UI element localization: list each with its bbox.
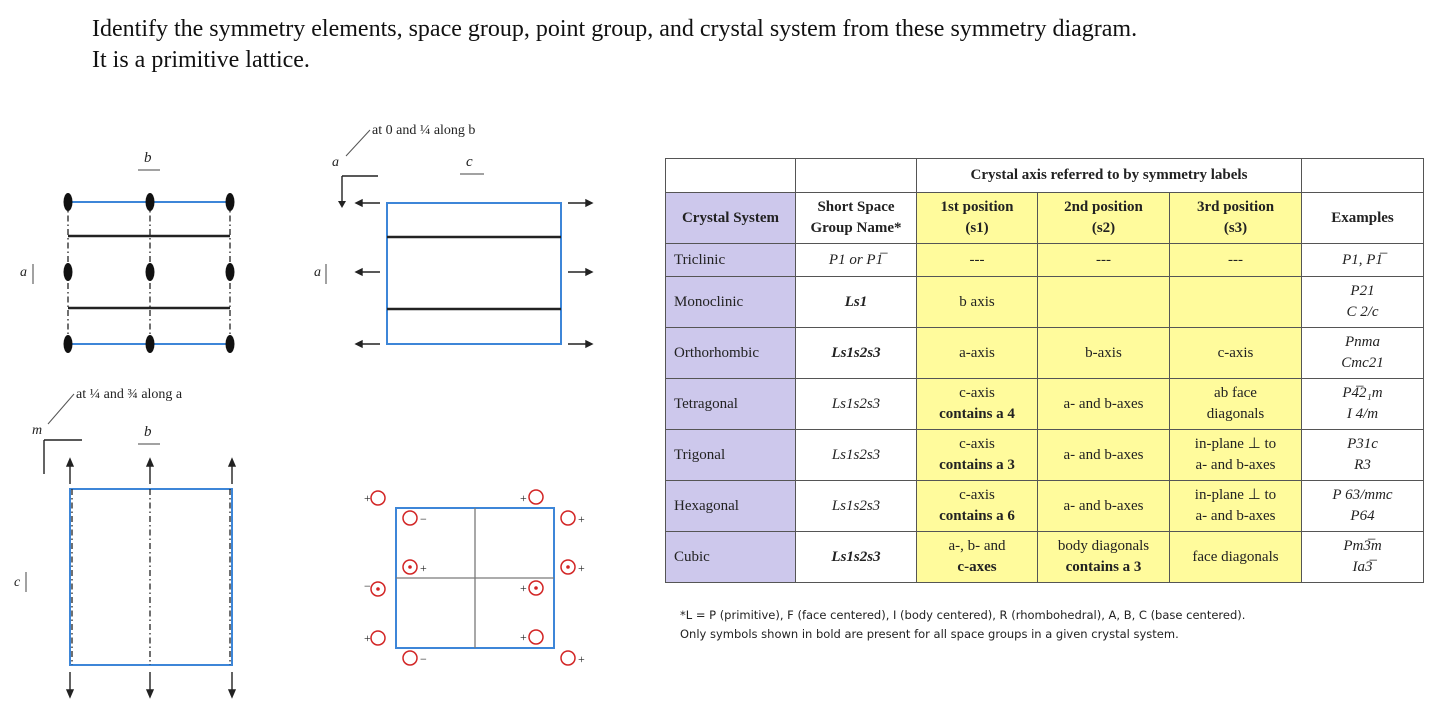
cell-crystal-system — [666, 481, 796, 532]
height-sign: + — [578, 561, 585, 575]
cell-line: ab face — [1214, 385, 1257, 401]
cell-space-group-name — [796, 328, 917, 379]
cell-line: body diagonals — [1057, 538, 1150, 554]
col-header-line: 1st position — [940, 199, 1014, 215]
cell-examples — [1302, 532, 1424, 583]
atom-position-symbol — [561, 511, 575, 525]
crystal-system-table — [665, 158, 1424, 583]
diagram-bottom-left — [14, 387, 235, 697]
cell-position-1 — [917, 532, 1038, 583]
cell-position-1 — [917, 379, 1038, 430]
group-header: Crystal axis referred to by symmetry labels — [917, 159, 1302, 193]
cell-examples — [1302, 430, 1424, 481]
cell-examples — [1302, 379, 1424, 430]
cell-line: diagonals — [1206, 406, 1265, 422]
cell-line: Pnma — [1345, 334, 1380, 350]
twofold-axis-symbol — [146, 193, 155, 211]
cell-line: Monoclinic — [674, 293, 744, 310]
cell-line: Cmc21 — [1341, 355, 1384, 371]
col-header-line: 2nd position — [1064, 199, 1143, 215]
cell-line: a- and b-axes — [1063, 395, 1144, 412]
annotation-leader — [48, 394, 74, 424]
atom-position-symbol — [371, 631, 385, 645]
comma-dot — [566, 565, 570, 569]
twofold-axis-symbol — [146, 335, 155, 353]
twofold-axis-symbol — [64, 193, 73, 211]
height-sign: + — [578, 512, 585, 526]
screw-axis-arrows — [356, 200, 592, 347]
table-empty-cell — [666, 159, 796, 193]
height-sign: − — [420, 512, 427, 526]
question-line-1: Identify the symmetry elements, space group, point group, and crystal system from these symmetry diagram. — [92, 16, 1138, 42]
cell-line: Ia3̅ — [1352, 559, 1373, 575]
diagram-bottom-middle — [364, 490, 585, 666]
cell-line: --- — [1096, 251, 1111, 268]
cell-line: Tetragonal — [674, 395, 738, 412]
cell-line: P1 or P1̅ — [828, 251, 884, 268]
cell-position-2 — [1038, 244, 1170, 277]
axis-label-b: b — [144, 150, 152, 166]
diagram-top-middle — [314, 123, 592, 347]
footnote-line-1: *L = P (primitive), F (face centered), I (body centered), R (rhombohedral), A, B, C (base centered). — [680, 608, 1246, 622]
table-row — [666, 328, 1424, 379]
table-empty-cell — [796, 159, 917, 193]
cell-line: face diagonals — [1192, 548, 1279, 565]
col-header-line: 3rd position — [1196, 199, 1275, 215]
table-row — [666, 481, 1424, 532]
screw-axis-arrows — [67, 459, 235, 697]
cell-position-1 — [917, 481, 1038, 532]
cell-examples — [1302, 277, 1424, 328]
table-body — [666, 244, 1424, 583]
cell-position-2 — [1038, 532, 1170, 583]
atom-position-symbol — [371, 491, 385, 505]
twofold-axis-symbol — [64, 335, 73, 353]
cell-examples — [1302, 481, 1424, 532]
cell-line: contains a 3 — [939, 457, 1015, 473]
glide-symbol-label: a — [332, 155, 339, 170]
symmetry-diagrams — [0, 0, 660, 720]
cell-line: b axis — [959, 293, 995, 310]
comma-dot — [408, 565, 412, 569]
cell-line: a- and b-axes — [1063, 446, 1144, 463]
height-sign: + — [520, 630, 527, 644]
table-row — [666, 532, 1424, 583]
col-header-short-name — [796, 193, 917, 244]
height-sign: + — [520, 491, 527, 505]
table-row — [666, 244, 1424, 277]
cell-line: C 2/c — [1346, 304, 1379, 320]
cell-line: c-axes — [957, 559, 997, 575]
cell-line: Trigonal — [674, 446, 726, 463]
cell-crystal-system — [666, 379, 796, 430]
cell-line: I 4/m — [1346, 406, 1379, 422]
height-sign: + — [420, 561, 427, 575]
cell-line: a- and b-axes — [1195, 457, 1276, 473]
cell-line: P 63/mmc — [1332, 487, 1393, 503]
cell-position-1 — [917, 430, 1038, 481]
annotation-note: at ¼ and ¾ along a — [76, 387, 183, 402]
cell-examples — [1302, 244, 1424, 277]
table-empty-cell — [1302, 159, 1424, 193]
table-row — [666, 277, 1424, 328]
cell-line: --- — [1228, 251, 1243, 268]
col-header-position-2 — [1038, 193, 1170, 244]
footnote-line-2: Only symbols shown in bold are present for all space groups in a given crystal system. — [680, 627, 1179, 641]
twofold-axis-symbol — [226, 193, 235, 211]
col-header-position-1 — [917, 193, 1038, 244]
unit-cell — [387, 203, 561, 344]
col-header-examples: Examples — [1302, 193, 1424, 244]
unit-cell — [70, 489, 232, 665]
height-sign: + — [364, 631, 371, 645]
cell-line: a-axis — [959, 344, 995, 361]
cell-position-3 — [1170, 532, 1302, 583]
atom-position-symbol — [529, 490, 543, 504]
annotation-note: at 0 and ¼ along b — [372, 123, 476, 138]
cell-line: contains a 4 — [939, 406, 1015, 422]
cell-position-2 — [1038, 328, 1170, 379]
cell-line: a- and b-axes — [1195, 508, 1276, 524]
cell-line: c-axis — [959, 385, 995, 401]
cell-space-group-name — [796, 532, 917, 583]
cell-crystal-system — [666, 277, 796, 328]
col-header-line: (s1) — [965, 220, 989, 236]
atom-position-symbol — [403, 511, 417, 525]
cell-line: Ls1s2s3 — [831, 497, 881, 514]
cell-position-3 — [1170, 430, 1302, 481]
height-sign: + — [364, 491, 371, 505]
cell-space-group-name — [796, 379, 917, 430]
cell-line: b-axis — [1085, 344, 1122, 361]
cell-line: P21 — [1350, 283, 1375, 299]
cell-position-2 — [1038, 481, 1170, 532]
axis-label-c: c — [466, 154, 473, 170]
col-header-line: (s2) — [1091, 220, 1116, 236]
cell-line: Ls1s2s3 — [831, 395, 881, 412]
col-header-line: (s3) — [1223, 220, 1248, 236]
cell-line: Triclinic — [674, 251, 726, 268]
cell-line: Orthorhombic — [674, 344, 759, 361]
cell-position-3 — [1170, 277, 1302, 328]
cell-line: contains a 6 — [939, 508, 1015, 524]
col-header-line: Group Name* — [810, 220, 902, 236]
table-footnote — [680, 606, 1245, 644]
col-header-line: Short Space — [817, 199, 895, 215]
atom-position-symbol — [403, 651, 417, 665]
cell-line: c-axis — [959, 487, 995, 503]
cell-line: contains a 3 — [1065, 559, 1142, 575]
col-header-position-3 — [1170, 193, 1302, 244]
height-sign: − — [364, 579, 371, 593]
cell-space-group-name — [796, 430, 917, 481]
cell-line: R3 — [1354, 457, 1371, 473]
cell-crystal-system — [666, 532, 796, 583]
cell-examples — [1302, 328, 1424, 379]
twofold-axis-symbol — [146, 263, 155, 281]
cell-line: Ls1s2s3 — [831, 446, 881, 463]
atom-position-symbol — [529, 630, 543, 644]
cell-position-3 — [1170, 244, 1302, 277]
cell-line: c-axis — [1217, 344, 1254, 361]
atom-position-symbol — [561, 651, 575, 665]
cell-line: P4̅2₁m — [1342, 385, 1383, 401]
cell-crystal-system — [666, 328, 796, 379]
cell-line: a-, b- and — [948, 538, 1006, 554]
cell-position-3 — [1170, 481, 1302, 532]
cell-crystal-system — [666, 244, 796, 277]
annotation-leader — [346, 130, 370, 156]
cell-space-group-name — [796, 244, 917, 277]
axis-label-c: c — [14, 575, 21, 590]
cell-position-2 — [1038, 379, 1170, 430]
col-header-system: Crystal System — [666, 193, 796, 244]
cell-line: Ls1s2s3 — [831, 344, 881, 361]
cell-line: a- and b-axes — [1063, 497, 1144, 514]
cell-position-1 — [917, 277, 1038, 328]
arrow-head — [338, 201, 346, 208]
axis-label-a: a — [20, 265, 27, 280]
cell-position-3 — [1170, 328, 1302, 379]
axis-label-a: a — [314, 265, 321, 280]
cell-space-group-name — [796, 481, 917, 532]
cell-line: P1, P1̅ — [1342, 251, 1383, 268]
axis-label-b: b — [144, 424, 152, 440]
cell-position-3 — [1170, 379, 1302, 430]
comma-dot — [376, 587, 380, 591]
height-sign: + — [578, 652, 585, 666]
cell-position-2 — [1038, 430, 1170, 481]
cell-line: P64 — [1350, 508, 1375, 524]
cell-line: Ls1 — [844, 293, 868, 310]
twofold-axis-symbol — [226, 263, 235, 281]
cell-crystal-system — [666, 430, 796, 481]
table-row — [666, 379, 1424, 430]
table-row — [666, 430, 1424, 481]
twofold-axis-symbol — [64, 263, 73, 281]
cell-position-2 — [1038, 277, 1170, 328]
height-sign: + — [520, 581, 527, 595]
cell-line: Cubic — [674, 548, 710, 565]
cell-line: P31c — [1347, 436, 1378, 452]
question-line-2: It is a primitive lattice. — [92, 47, 310, 73]
cell-position-1 — [917, 328, 1038, 379]
comma-dot — [534, 586, 538, 590]
cell-position-1 — [917, 244, 1038, 277]
mirror-symbol-label: m — [32, 423, 43, 438]
cell-line: Hexagonal — [674, 497, 739, 514]
cell-line: in-plane ⊥ to — [1194, 487, 1277, 503]
cell-line: Ls1s2s3 — [831, 548, 881, 565]
cell-line: Pm3̅m — [1343, 538, 1382, 554]
cell-line: in-plane ⊥ to — [1194, 436, 1277, 452]
diagram-top-left — [20, 150, 235, 353]
twofold-axis-symbol — [226, 335, 235, 353]
cell-line: c-axis — [959, 436, 995, 452]
cell-line: --- — [969, 251, 985, 268]
height-sign: − — [420, 652, 427, 666]
cell-space-group-name — [796, 277, 917, 328]
